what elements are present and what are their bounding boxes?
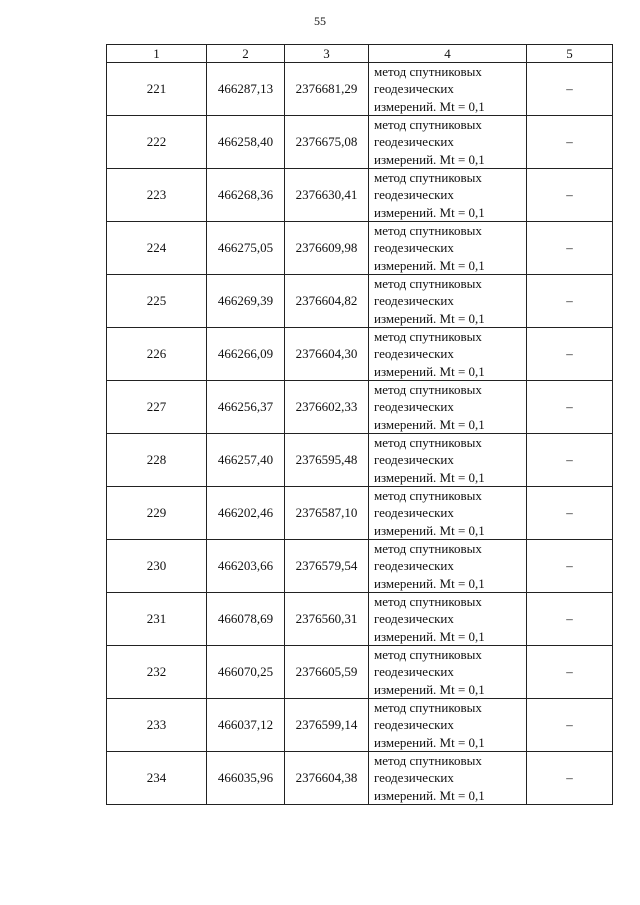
method-cell [369,540,527,593]
method-line: измерений. Mt = 0,1 [374,681,485,697]
method-line: измерений. Mt = 0,1 [374,204,485,220]
x-coordinate-cell: 466256,37 [207,381,285,434]
header-col-2: 2 [207,45,285,63]
table-row [107,593,613,646]
table-row [107,328,613,381]
method-line: измерений. Mt = 0,1 [374,151,485,167]
method-line: метод спутниковых [374,223,482,239]
point-number-cell: 222 [107,116,207,169]
point-number-cell: 233 [107,699,207,752]
note-cell: – [527,169,613,222]
header-col-5: 5 [527,45,613,63]
method-line: метод спутниковых [374,488,482,504]
x-coordinate-cell: 466266,09 [207,328,285,381]
method-line: геодезических [374,134,454,150]
table-row [107,275,613,328]
note-cell: – [527,116,613,169]
x-coordinate-cell: 466202,46 [207,487,285,540]
x-coordinate-cell: 466037,12 [207,699,285,752]
method-line: измерений. Mt = 0,1 [374,310,485,326]
method-cell [369,381,527,434]
table-row [107,699,613,752]
method-line: геодезических [374,187,454,203]
method-line: метод спутниковых [374,435,482,451]
note-cell: – [527,487,613,540]
method-cell [369,434,527,487]
method-line: метод спутниковых [374,170,482,186]
method-line: геодезических [374,452,454,468]
table-body [107,63,613,805]
method-cell [369,699,527,752]
method-cell [369,487,527,540]
x-coordinate-cell: 466275,05 [207,222,285,275]
point-number-cell: 229 [107,487,207,540]
table-header-row [107,45,613,63]
method-line: измерений. Mt = 0,1 [374,734,485,750]
coordinates-table [106,44,613,805]
note-cell: – [527,328,613,381]
y-coordinate-cell: 2376560,31 [285,593,369,646]
method-line: геодезических [374,81,454,97]
point-number-cell: 225 [107,275,207,328]
method-cell [369,222,527,275]
method-cell [369,646,527,699]
note-cell: – [527,63,613,116]
method-line: геодезических [374,664,454,680]
y-coordinate-cell: 2376599,14 [285,699,369,752]
x-coordinate-cell: 466203,66 [207,540,285,593]
y-coordinate-cell: 2376604,38 [285,752,369,805]
table-row [107,752,613,805]
method-line: метод спутниковых [374,64,482,80]
x-coordinate-cell: 466035,96 [207,752,285,805]
method-line: геодезических [374,770,454,786]
y-coordinate-cell: 2376630,41 [285,169,369,222]
method-line: метод спутниковых [374,753,482,769]
y-coordinate-cell: 2376609,98 [285,222,369,275]
method-cell [369,328,527,381]
table-row [107,381,613,434]
method-cell [369,169,527,222]
method-line: измерений. Mt = 0,1 [374,363,485,379]
x-coordinate-cell: 466268,36 [207,169,285,222]
note-cell: – [527,540,613,593]
table-row [107,169,613,222]
method-line: метод спутниковых [374,382,482,398]
y-coordinate-cell: 2376604,82 [285,275,369,328]
y-coordinate-cell: 2376587,10 [285,487,369,540]
header-col-1: 1 [107,45,207,63]
note-cell: – [527,275,613,328]
method-line: измерений. Mt = 0,1 [374,787,485,803]
y-coordinate-cell: 2376681,29 [285,63,369,116]
y-coordinate-cell: 2376605,59 [285,646,369,699]
table-row [107,434,613,487]
note-cell: – [527,699,613,752]
method-line: метод спутниковых [374,647,482,663]
method-line: измерений. Mt = 0,1 [374,628,485,644]
method-cell [369,63,527,116]
table-row [107,222,613,275]
y-coordinate-cell: 2376602,33 [285,381,369,434]
method-line: метод спутниковых [374,329,482,345]
method-line: геодезических [374,717,454,733]
table-row [107,116,613,169]
method-line: измерений. Mt = 0,1 [374,469,485,485]
point-number-cell: 221 [107,63,207,116]
method-line: геодезических [374,346,454,362]
note-cell: – [527,593,613,646]
method-cell [369,275,527,328]
x-coordinate-cell: 466258,40 [207,116,285,169]
y-coordinate-cell: 2376579,54 [285,540,369,593]
method-line: измерений. Mt = 0,1 [374,257,485,273]
page-number: 55 [314,14,326,28]
method-cell [369,116,527,169]
method-line: измерений. Mt = 0,1 [374,416,485,432]
method-line: измерений. Mt = 0,1 [374,575,485,591]
method-line: метод спутниковых [374,700,482,716]
point-number-cell: 228 [107,434,207,487]
point-number-cell: 223 [107,169,207,222]
point-number-cell: 230 [107,540,207,593]
method-line: геодезических [374,611,454,627]
y-coordinate-cell: 2376604,30 [285,328,369,381]
method-line: измерений. Mt = 0,1 [374,98,485,114]
method-line: метод спутниковых [374,541,482,557]
header-col-3: 3 [285,45,369,63]
method-line: метод спутниковых [374,594,482,610]
x-coordinate-cell: 466269,39 [207,275,285,328]
note-cell: – [527,752,613,805]
method-line: метод спутниковых [374,117,482,133]
note-cell: – [527,434,613,487]
table-row [107,487,613,540]
x-coordinate-cell: 466257,40 [207,434,285,487]
y-coordinate-cell: 2376675,08 [285,116,369,169]
method-cell [369,593,527,646]
method-cell [369,752,527,805]
method-line: геодезических [374,558,454,574]
x-coordinate-cell: 466078,69 [207,593,285,646]
x-coordinate-cell: 466070,25 [207,646,285,699]
note-cell: – [527,381,613,434]
point-number-cell: 234 [107,752,207,805]
method-line: геодезических [374,240,454,256]
method-line: метод спутниковых [374,276,482,292]
method-line: геодезических [374,399,454,415]
note-cell: – [527,222,613,275]
x-coordinate-cell: 466287,13 [207,63,285,116]
point-number-cell: 227 [107,381,207,434]
table-row [107,63,613,116]
note-cell: – [527,646,613,699]
table-row [107,540,613,593]
point-number-cell: 224 [107,222,207,275]
table-row [107,646,613,699]
header-col-4: 4 [369,45,527,63]
y-coordinate-cell: 2376595,48 [285,434,369,487]
point-number-cell: 232 [107,646,207,699]
method-line: геодезических [374,293,454,309]
method-line: геодезических [374,505,454,521]
method-line: измерений. Mt = 0,1 [374,522,485,538]
point-number-cell: 231 [107,593,207,646]
point-number-cell: 226 [107,328,207,381]
